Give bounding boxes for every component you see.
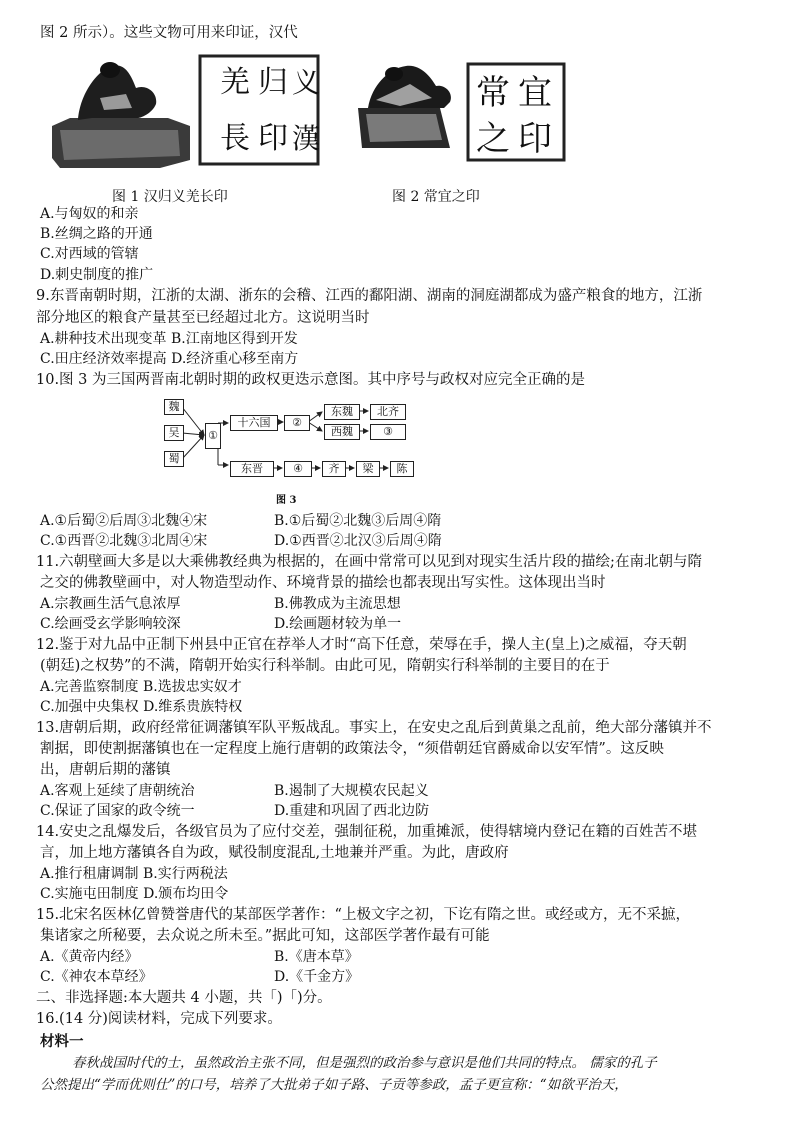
q10-option-b: B.①后蜀②北魏③后周④隋 bbox=[274, 513, 442, 529]
q11-option-c: C.绘画受玄学影响较深 bbox=[40, 616, 181, 632]
q16-material-title: 材料一 bbox=[40, 1033, 84, 1050]
diagram-label: 图 3 bbox=[276, 495, 297, 506]
diagram-east-jin: 东晋 bbox=[230, 461, 274, 477]
q14-options-ab: A.推行租庸调制 B.实行两税法 bbox=[40, 866, 228, 882]
q12-stem-1: 12.鉴于对九品中正制下州县中正官在荐举人才时“高下任意，荣辱在手，操人主(皇上)之威福，夺天朝 bbox=[36, 637, 687, 653]
q15-option-b: B.《唐本草》 bbox=[274, 949, 359, 965]
diagram-east-wei: 东魏 bbox=[324, 404, 360, 420]
q12-options-ab: A.完善监察制度 B.选拔忠实奴才 bbox=[40, 679, 242, 695]
q16-stem: 16.(14 分)阅读材料，完成下列要求。 bbox=[36, 1011, 282, 1027]
fig1-char-5: 印 bbox=[258, 121, 288, 156]
seal-figures bbox=[40, 48, 580, 188]
q11-stem-1: 11.六朝壁画大多是以大乘佛教经典为根据的，在画中常常可以见到对现实生活片段的描绘;在南北朝与隋 bbox=[36, 554, 702, 570]
fig2-char-1: 常 bbox=[476, 73, 510, 113]
q12-stem-2: (朝廷)之权势”的不满，隋朝开始实行科举制。由此可见，隋朝实行科举制的主要目的在于 bbox=[40, 658, 610, 674]
q9-options-cd: C.田庄经济效率提高 D.经济重心移至南方 bbox=[40, 351, 299, 367]
fig2-seal-impression bbox=[468, 64, 564, 160]
q16-material-line-1: 春秋战国时代的士，虽然政治主张不同，但是强烈的政治参与意识是他们共同的特点。 儒家的孔子 bbox=[72, 1055, 657, 1071]
q8-option-b: B.丝绸之路的开通 bbox=[40, 226, 153, 242]
q15-option-d: D.《千金方》 bbox=[274, 969, 360, 985]
q10-option-c: C.①西晋②北魏③北周④宋 bbox=[40, 533, 208, 549]
q8-option-a: A.与匈奴的和亲 bbox=[40, 206, 139, 222]
fig1-char-1: 羌 bbox=[220, 65, 250, 100]
q13-stem-2: 割据，即使割据藩镇也在一定程度上施行唐朝的政策法令，“须借朝廷官爵威命以安军情”。这反映 bbox=[40, 741, 664, 757]
q9-stem-2: 部分地区的粮食产量甚至已经超过北方。这说明当时 bbox=[36, 310, 370, 326]
seal-images bbox=[40, 48, 580, 188]
fig1-char-6: 漢 bbox=[292, 122, 321, 155]
q14-stem-2: 言，加上地方藩镇各自为政，赋役制度混乱,土地兼并严重。为此，唐政府 bbox=[40, 845, 509, 861]
q15-stem-1: 15.北宋名医林亿曾赞誉唐代的某部医学著作：“上极文字之初，下讫有隋之世。或经或方，无不采摭， bbox=[36, 907, 690, 923]
fig1-seal-photo bbox=[52, 62, 190, 168]
q13-stem-1: 13.唐朝后期，政府经常征调藩镇军队平叛战乱。事实上，在安史之乱后到黄巢之乱前，绝大部分藩镇并不 bbox=[36, 720, 712, 736]
diagram-north-qi: 北齐 bbox=[370, 404, 406, 420]
q15-option-c: C.《神农本草经》 bbox=[40, 969, 153, 985]
q13-option-a: A.客观上延续了唐朝统治 bbox=[40, 783, 195, 799]
diagram-liang: 梁 bbox=[356, 461, 380, 477]
q13-option-d: D.重建和巩固了西北边防 bbox=[274, 803, 430, 819]
diagram-shu: 蜀 bbox=[164, 451, 184, 467]
fig2-caption: 图 2 常宜之印 bbox=[392, 189, 480, 205]
intro-line: 图 2 所示）。这些文物可用来印证，汉代 bbox=[40, 25, 298, 41]
diagram-wu: 吴 bbox=[164, 425, 184, 441]
q16-material-line-2: 公然提出“学而优则仕”的口号，培养了大批弟子如子路、子贡等参政，孟子更宣称：“如欲平治天， bbox=[40, 1077, 628, 1093]
fig1-char-2: 归 bbox=[258, 65, 288, 100]
section-2-heading: 二、非选择题:本大题共 4 小题，共「)「)分。 bbox=[36, 990, 332, 1006]
diagram-n3: ③ bbox=[370, 424, 406, 440]
fig2-char-3: 之 bbox=[476, 119, 510, 159]
q10-option-a: A.①后蜀②后周③北魏④宋 bbox=[40, 513, 208, 529]
q9-stem-1: 9.东晋南朝时期，江浙的太湖、浙东的会稽、江西的鄱阳湖、湖南的洞庭湖都成为盛产粮食的地方，江浙 bbox=[36, 288, 703, 304]
q14-stem-1: 14.安史之乱爆发后，各级官员为了应付交差，强制征税，加重摊派，使得辖境内登记在籍的百姓苦不堪 bbox=[36, 824, 698, 840]
diagram-n1: ① bbox=[205, 423, 221, 449]
q11-option-d: D.绘画题材较为单一 bbox=[274, 616, 402, 632]
q10-stem: 10.图 3 为三国两晋南北朝时期的政权更迭示意图。其中序号与政权对应完全正确的是 bbox=[36, 372, 586, 388]
q14-options-cd: C.实施屯田制度 D.颁布均田令 bbox=[40, 886, 229, 902]
diagram-n2: ② bbox=[284, 415, 310, 431]
q11-stem-2: 之交的佛教壁画中，对人物造型动作、环境背景的描绘也都表现出写实性。这体现出当时 bbox=[40, 575, 606, 591]
q10-option-d: D.①西晋②北汉③后周④隋 bbox=[274, 533, 442, 549]
fig2-seal-photo bbox=[358, 66, 451, 148]
regime-diagram bbox=[160, 395, 420, 505]
q13-stem-3: 出，唐朝后期的藩镇 bbox=[40, 762, 171, 778]
diagram-west-wei: 西魏 bbox=[324, 424, 360, 440]
q8-option-d: D.刺史制度的推广 bbox=[40, 267, 154, 283]
q9-options-ab: A.耕种技术出现变革 B.江南地区得到开发 bbox=[40, 331, 298, 347]
q15-option-a: A.《黄帝内经》 bbox=[40, 949, 139, 965]
q11-option-a: A.宗教画生活气息浓厚 bbox=[40, 596, 181, 612]
q12-options-cd: C.加强中央集权 D.维系贵族特权 bbox=[40, 699, 243, 715]
fig2-char-2: 宜 bbox=[518, 73, 552, 113]
fig1-caption: 图 1 汉归义羌长印 bbox=[112, 189, 228, 205]
fig1-char-4: 長 bbox=[220, 121, 250, 156]
fig1-char-3: 义 bbox=[292, 66, 321, 99]
q15-stem-2: 集诸家之所秘要，去众说之所未至。”据此可知，这部医学著作最有可能 bbox=[40, 928, 490, 944]
diagram-chen: 陈 bbox=[390, 461, 414, 477]
q13-option-c: C.保证了国家的政令统一 bbox=[40, 803, 195, 819]
diagram-wei: 魏 bbox=[164, 399, 184, 415]
q8-option-c: C.对西域的管辖 bbox=[40, 246, 139, 262]
q13-option-b: B.遏制了大规模农民起义 bbox=[274, 783, 429, 799]
diagram-sixteen-kingdoms: 十六国 bbox=[230, 415, 278, 431]
q11-option-b: B.佛教成为主流思想 bbox=[274, 596, 401, 612]
fig2-char-4: 印 bbox=[518, 119, 552, 159]
diagram-qi: 齐 bbox=[322, 461, 346, 477]
diagram-n4: ④ bbox=[284, 461, 312, 477]
fig1-seal-impression bbox=[200, 56, 320, 164]
